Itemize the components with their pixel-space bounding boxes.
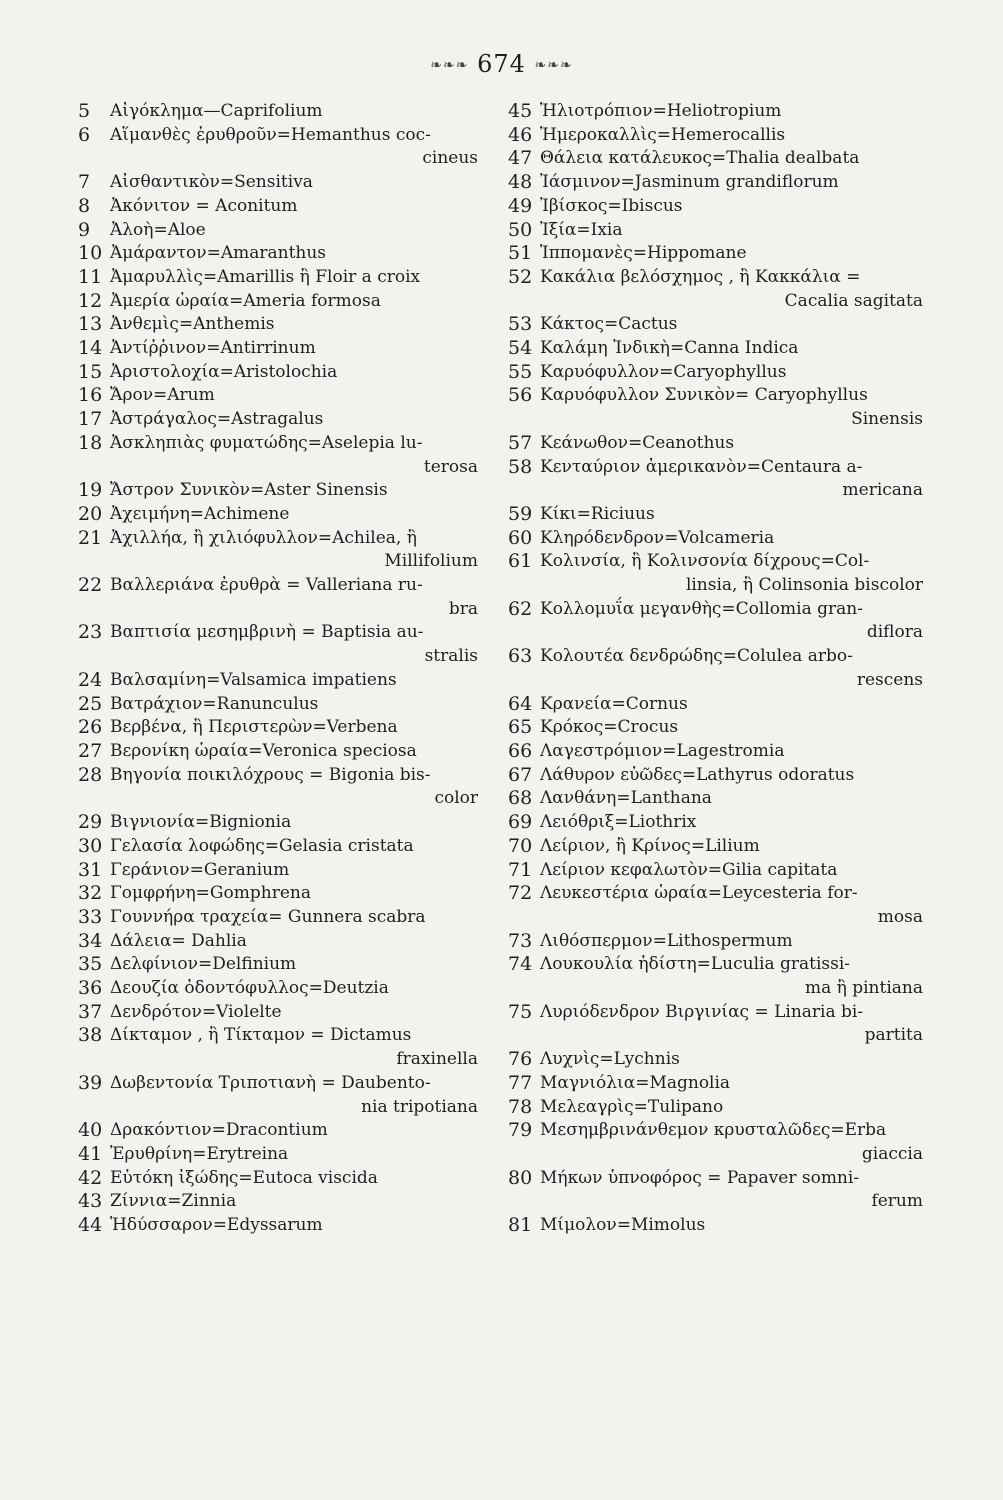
entry-text: Ἱππομανὲς=Hippomane xyxy=(540,243,747,264)
list-item xyxy=(78,1072,478,1119)
list-item xyxy=(508,953,923,1000)
list-item xyxy=(78,906,478,930)
entry-number: 37 xyxy=(78,1000,103,1023)
entry-number: 56 xyxy=(508,384,533,407)
entry-number: 77 xyxy=(508,1071,533,1094)
entry-text: Κρόκος=Crocus xyxy=(540,717,679,738)
list-item xyxy=(508,859,923,883)
entry-continuation: mericana xyxy=(842,480,923,501)
entry-text: Ἄρον=Arum xyxy=(110,385,215,406)
entry-text: Γουννήρα τραχεία= Gunnera scabra xyxy=(110,906,426,927)
entry-text: Βαλλεριάνα ἐρυθρὰ = Valleriana ru- xyxy=(110,575,423,596)
entry-number: 76 xyxy=(508,1048,533,1071)
entry-text: Ἡλιοτρόπιον=Heliotropium xyxy=(540,101,782,121)
entry-text: Κολουτέα δενδρώδης=Colulea arbo- xyxy=(540,646,853,667)
entry-continuation: ferum xyxy=(871,1191,923,1212)
list-item xyxy=(78,1119,478,1143)
list-item xyxy=(508,787,923,811)
entry-number: 42 xyxy=(78,1166,103,1189)
entry-number: 16 xyxy=(78,384,103,407)
entry-text: Εὐτόκη ἰξώδης=Eutoca viscida xyxy=(110,1167,378,1188)
entry-number: 67 xyxy=(508,763,533,786)
entry-number: 7 xyxy=(78,171,91,194)
entry-text: Δενδρότον=Violelte xyxy=(110,1001,282,1022)
entry-text: Ἰβίσκος=Ibiscus xyxy=(540,195,683,216)
entry-number: 39 xyxy=(78,1071,103,1094)
entry-number: 43 xyxy=(78,1190,103,1213)
entry-continuation: ma ἢ pintiana xyxy=(804,978,923,999)
entry-text: Δρακόντιον=Dracontium xyxy=(110,1120,328,1141)
entry-continuation: cineus xyxy=(422,148,478,169)
entry-text: Δελφίνιον=Delfinium xyxy=(110,954,297,975)
list-item xyxy=(508,764,923,788)
entry-number: 72 xyxy=(508,882,533,905)
entry-text: Λουκουλία ἡδίστη=Luculia gratissi- xyxy=(540,954,851,975)
entry-number: 78 xyxy=(508,1095,533,1118)
entry-text: Καρυόφυλλον Συνικὸν= Caryophyllus xyxy=(540,385,868,406)
list-item xyxy=(508,1214,923,1238)
list-item xyxy=(508,1048,923,1072)
entry-text: Μίμολον=Mimolus xyxy=(540,1215,706,1236)
list-item xyxy=(78,859,478,883)
list-item xyxy=(78,195,478,219)
entry-text: Λανθάνη=Lanthana xyxy=(540,788,712,809)
list-item xyxy=(78,953,478,977)
entry-number: 6 xyxy=(78,123,91,146)
entry-number: 66 xyxy=(508,739,533,762)
entry-number: 70 xyxy=(508,834,533,857)
entry-text: Μελεαγρὶς=Tulipano xyxy=(540,1096,724,1117)
entry-number: 22 xyxy=(78,574,103,597)
entry-text: Ζίννια=Zinnia xyxy=(110,1191,237,1212)
entry-text: Καλάμη Ἰνδικὴ=Canna Indica xyxy=(540,338,799,359)
list-item xyxy=(508,882,923,929)
entry-number: 24 xyxy=(78,668,103,691)
entry-text: Ἀνθεμὶς=Anthemis xyxy=(110,314,275,335)
right-column xyxy=(508,100,923,1238)
entry-number: 21 xyxy=(78,526,103,549)
entry-text: Λιθόσπερμον=Lithospermum xyxy=(540,930,793,951)
entry-text: Βερονίκη ὡραία=Veronica speciosa xyxy=(110,740,417,761)
entry-number: 81 xyxy=(508,1214,533,1237)
entry-number: 54 xyxy=(508,337,533,360)
list-item xyxy=(508,147,923,171)
list-item xyxy=(78,503,478,527)
entry-number: 52 xyxy=(508,265,533,288)
entry-text: Ἀμάραντον=Amaranthus xyxy=(110,243,327,264)
entry-continuation: color xyxy=(434,788,478,809)
entry-number: 45 xyxy=(508,100,533,122)
entry-number: 23 xyxy=(78,621,103,644)
entry-number: 11 xyxy=(78,265,103,288)
entry-number: 59 xyxy=(508,502,533,525)
list-item xyxy=(508,100,923,124)
entry-text: Ἡδύσσαρον=Edyssarum xyxy=(110,1215,323,1236)
entry-number: 50 xyxy=(508,218,533,241)
list-item xyxy=(78,361,478,385)
entry-text: Λείριον, ἢ Κρίνος=Lilium xyxy=(540,835,760,856)
entry-continuation: mosa xyxy=(877,906,923,927)
entry-number: 61 xyxy=(508,550,533,573)
entry-number: 5 xyxy=(78,100,91,122)
entry-text: Βηγονία ποικιλόχρους = Bigonia bis- xyxy=(110,764,431,785)
list-item xyxy=(508,740,923,764)
list-item xyxy=(508,219,923,243)
entry-text: Ἀκόνιτον = Aconitum xyxy=(110,195,298,216)
left-column xyxy=(78,100,478,1238)
entry-number: 75 xyxy=(508,1000,533,1023)
entry-text: Κολινσία, ἢ Κολινσονία δίχρους=Col- xyxy=(540,551,870,572)
list-item xyxy=(78,1190,478,1214)
entry-number: 26 xyxy=(78,716,103,739)
entry-continuation: partita xyxy=(864,1025,923,1046)
list-item xyxy=(78,740,478,764)
list-item xyxy=(78,811,478,835)
list-item xyxy=(508,384,923,431)
list-item xyxy=(78,693,478,717)
entry-text: Βιγνιονία=Bignionia xyxy=(110,812,292,833)
entry-text: Κακάλια βελόσχημος , ἢ Κακκάλια = xyxy=(540,266,861,287)
entry-number: 73 xyxy=(508,929,533,952)
list-item xyxy=(508,313,923,337)
page-number: 674 xyxy=(477,50,526,78)
entry-number: 60 xyxy=(508,526,533,549)
entry-text: Μαγνιόλια=Magnolia xyxy=(540,1072,731,1093)
list-item xyxy=(508,645,923,692)
entry-text: Βερβένα, ἢ Περιστερὼν=Verbena xyxy=(110,717,398,738)
entry-text: Γελασία λοφώδης=Gelasia cristata xyxy=(110,835,414,856)
entry-number: 71 xyxy=(508,858,533,881)
entry-text: Λείριον κεφαλωτὸν=Gilia capitata xyxy=(540,859,838,880)
entry-number: 31 xyxy=(78,858,103,881)
list-item xyxy=(508,835,923,859)
entry-text: Λευκεστέρια ὡραία=Leycesteria for- xyxy=(540,883,858,904)
list-item xyxy=(78,835,478,859)
entry-number: 25 xyxy=(78,692,103,715)
list-item xyxy=(508,811,923,835)
entry-continuation: stralis xyxy=(424,646,478,667)
entry-number: 65 xyxy=(508,716,533,739)
list-item xyxy=(508,432,923,456)
list-item xyxy=(508,503,923,527)
entry-number: 44 xyxy=(78,1214,103,1237)
entry-text: Ἀριστολοχία=Aristolochia xyxy=(110,361,338,382)
entry-text: Ἰξία=Ixia xyxy=(540,219,623,240)
entry-number: 40 xyxy=(78,1119,103,1142)
list-item xyxy=(78,930,478,954)
entry-number: 55 xyxy=(508,360,533,383)
entry-number: 30 xyxy=(78,834,103,857)
entry-text: Ἀλοὴ=Aloe xyxy=(110,219,206,240)
entry-number: 48 xyxy=(508,171,533,194)
list-item xyxy=(78,1001,478,1025)
list-item xyxy=(508,1167,923,1214)
entry-text: Λαγεστρόμιον=Lagestromia xyxy=(540,740,785,761)
entry-text: Κενταύριον ἀμερικανὸν=Centaura a- xyxy=(540,456,863,477)
entry-number: 33 xyxy=(78,905,103,928)
entry-text: Ἐρυθρίνη=Erytreina xyxy=(110,1143,289,1164)
list-item xyxy=(508,361,923,385)
entry-number: 27 xyxy=(78,739,103,762)
entry-text: Κίκι=Riciuus xyxy=(540,503,655,524)
entry-continuation: nia tripotiana xyxy=(361,1096,478,1117)
list-item xyxy=(78,290,478,314)
entry-continuation: terosa xyxy=(423,456,478,477)
entry-number: 34 xyxy=(78,929,103,952)
entry-number: 58 xyxy=(508,455,533,478)
entry-number: 9 xyxy=(78,218,91,241)
entry-text: Ἀντίῤῥινον=Antirrinum xyxy=(110,338,316,359)
entry-number: 80 xyxy=(508,1166,533,1189)
entry-number: 15 xyxy=(78,360,103,383)
list-item xyxy=(508,456,923,503)
entry-continuation: linsia, ἢ Colinsonia biscolor xyxy=(685,575,923,596)
entry-text: Κεάνωθον=Ceanothus xyxy=(540,432,735,453)
list-item xyxy=(508,716,923,740)
entry-text: Βαλσαμίνη=Valsamica impatiens xyxy=(110,669,397,690)
entry-continuation: Sinensis xyxy=(851,409,923,430)
entry-number: 74 xyxy=(508,953,533,976)
list-item xyxy=(508,598,923,645)
list-item xyxy=(78,527,478,574)
entry-text: Κολλομυΐα μεγανθὴς=Collomia gran- xyxy=(540,598,863,619)
entry-text: Ἀμερία ὡραία=Ameria formosa xyxy=(110,290,381,311)
list-item xyxy=(508,242,923,266)
list-item xyxy=(508,1096,923,1120)
list-item xyxy=(508,266,923,313)
list-item xyxy=(78,219,478,243)
entry-number: 63 xyxy=(508,645,533,668)
entry-text: Λάθυρον εὐῶδες=Lathyrus odoratus xyxy=(540,764,855,785)
list-item xyxy=(78,1143,478,1167)
entry-number: 35 xyxy=(78,953,103,976)
list-item xyxy=(508,527,923,551)
list-item xyxy=(508,1072,923,1096)
entry-number: 17 xyxy=(78,408,103,431)
entry-text: Λειόθριξ=Liothrix xyxy=(540,812,697,833)
entry-number: 68 xyxy=(508,787,533,810)
entry-text: Ἡμεροκαλλὶς=Hemerocallis xyxy=(540,124,786,145)
entry-text: Ἀμαρυλλὶς=Amarillis ἢ Floir a croix xyxy=(110,266,421,287)
entry-text: Ἄστρον Συνικὸν=Aster Sinensis xyxy=(110,480,388,501)
entry-number: 79 xyxy=(508,1119,533,1142)
entry-number: 47 xyxy=(508,147,533,170)
list-item xyxy=(508,171,923,195)
entry-text: Δεουζία ὀδοντόφυλλος=Deutzia xyxy=(110,978,389,999)
entry-number: 10 xyxy=(78,242,103,265)
list-item xyxy=(78,764,478,811)
entry-text: Γεράνιον=Geranium xyxy=(110,859,290,880)
entry-number: 20 xyxy=(78,502,103,525)
entry-text: Ἀστράγαλος=Astragalus xyxy=(110,409,324,430)
entry-text: Μεσημβρινάνθεμον κρυσταλῶδες=Erba xyxy=(540,1120,887,1141)
entry-continuation: giaccia xyxy=(861,1143,923,1164)
entry-text: Βαπτισία μεσημβρινὴ = Baptisia au- xyxy=(110,622,424,643)
list-item xyxy=(78,432,478,479)
entry-number: 41 xyxy=(78,1142,103,1165)
entry-number: 29 xyxy=(78,811,103,834)
list-item xyxy=(78,384,478,408)
entry-number: 51 xyxy=(508,242,533,265)
entry-text: Θάλεια κατάλευκος=Thalia dealbata xyxy=(540,148,860,169)
list-item xyxy=(78,266,478,290)
entry-continuation: fraxinella xyxy=(396,1049,478,1070)
list-item xyxy=(78,242,478,266)
list-item xyxy=(78,1214,478,1238)
list-item xyxy=(508,337,923,361)
entry-continuation: rescens xyxy=(856,669,923,690)
entry-number: 64 xyxy=(508,692,533,715)
list-item xyxy=(508,1001,923,1048)
entry-text: Ἀχειμήνη=Achimene xyxy=(110,503,290,524)
list-item xyxy=(78,1167,478,1191)
entry-number: 69 xyxy=(508,811,533,834)
entry-text: Βατράχιον=Ranunculus xyxy=(110,693,319,714)
entry-text: Κρανεία=Cornus xyxy=(540,693,688,714)
entry-continuation: Cacalia sagitata xyxy=(784,290,923,311)
ornament-left-icon: ❧❧❧ xyxy=(430,57,469,74)
entry-number: 62 xyxy=(508,597,533,620)
entry-text: Δάλεια= Dahlia xyxy=(110,930,247,951)
entry-number: 18 xyxy=(78,431,103,454)
list-item xyxy=(78,716,478,740)
entry-text: Λυριόδενδρον Βιργινίας = Linaria bi- xyxy=(540,1001,864,1022)
entry-text: Ἀχιλλήα, ἢ χιλιόφυλλον=Achilea, ἢ xyxy=(110,527,417,548)
entry-number: 36 xyxy=(78,977,103,1000)
entry-number: 12 xyxy=(78,289,103,312)
entry-text: Αἵμανθὲς ἐρυθροῦν=Hemanthus coc- xyxy=(110,124,431,145)
entry-continuation: bra xyxy=(448,598,478,619)
entry-text: Αἰσθαντικὸν=Sensitiva xyxy=(110,172,313,193)
entry-number: 8 xyxy=(78,194,91,217)
entry-number: 28 xyxy=(78,763,103,786)
entry-number: 46 xyxy=(508,123,533,146)
entry-text: Γομφρήνη=Gomphrena xyxy=(110,883,311,904)
entry-text: Καρυόφυλλον=Caryophyllus xyxy=(540,361,787,382)
entry-number: 13 xyxy=(78,313,103,336)
entry-number: 38 xyxy=(78,1024,103,1047)
list-item xyxy=(508,124,923,148)
entry-number: 19 xyxy=(78,479,103,502)
list-item xyxy=(78,337,478,361)
list-item xyxy=(78,408,478,432)
list-item xyxy=(508,1119,923,1166)
entry-text: Αἰγόκλημα—Caprifolium xyxy=(110,101,323,121)
entry-continuation: diflora xyxy=(866,622,923,643)
list-item xyxy=(508,550,923,597)
list-item xyxy=(78,313,478,337)
list-item xyxy=(508,693,923,717)
page-header xyxy=(0,50,1003,78)
list-item xyxy=(78,100,478,124)
entry-text: Μήκων ὑπνοφόρος = Papaver somni- xyxy=(540,1167,860,1188)
list-item xyxy=(508,195,923,219)
entry-text: Κάκτος=Cactus xyxy=(540,314,678,335)
entry-continuation: Millifolium xyxy=(384,551,478,572)
entry-text: Λυχνὶς=Lychnis xyxy=(540,1049,680,1070)
entry-text: Κληρόδενδρον=Volcameria xyxy=(540,527,775,548)
list-item xyxy=(78,574,478,621)
entry-number: 53 xyxy=(508,313,533,336)
entry-number: 57 xyxy=(508,431,533,454)
list-item xyxy=(78,977,478,1001)
entry-text: Δωβεντονία Τριποτιανὴ = Daubento- xyxy=(110,1072,431,1093)
entry-text: Ἰάσμινον=Jasminum grandiflorum xyxy=(540,172,839,193)
entry-text: Δίκταμον , ἢ Τίκταμον = Dictamus xyxy=(110,1025,412,1046)
list-item xyxy=(78,1024,478,1071)
entry-number: 49 xyxy=(508,194,533,217)
list-item xyxy=(78,669,478,693)
list-item xyxy=(78,882,478,906)
entry-text: Ἀσκληπιὰς φυματώδης=Aselepia lu- xyxy=(110,432,423,453)
list-item xyxy=(78,479,478,503)
list-item xyxy=(508,930,923,954)
entry-number: 14 xyxy=(78,337,103,360)
list-item xyxy=(78,171,478,195)
list-item xyxy=(78,621,478,668)
list-item xyxy=(78,124,478,171)
ornament-right-icon: ❧❧❧ xyxy=(534,57,573,74)
entry-number: 32 xyxy=(78,882,103,905)
